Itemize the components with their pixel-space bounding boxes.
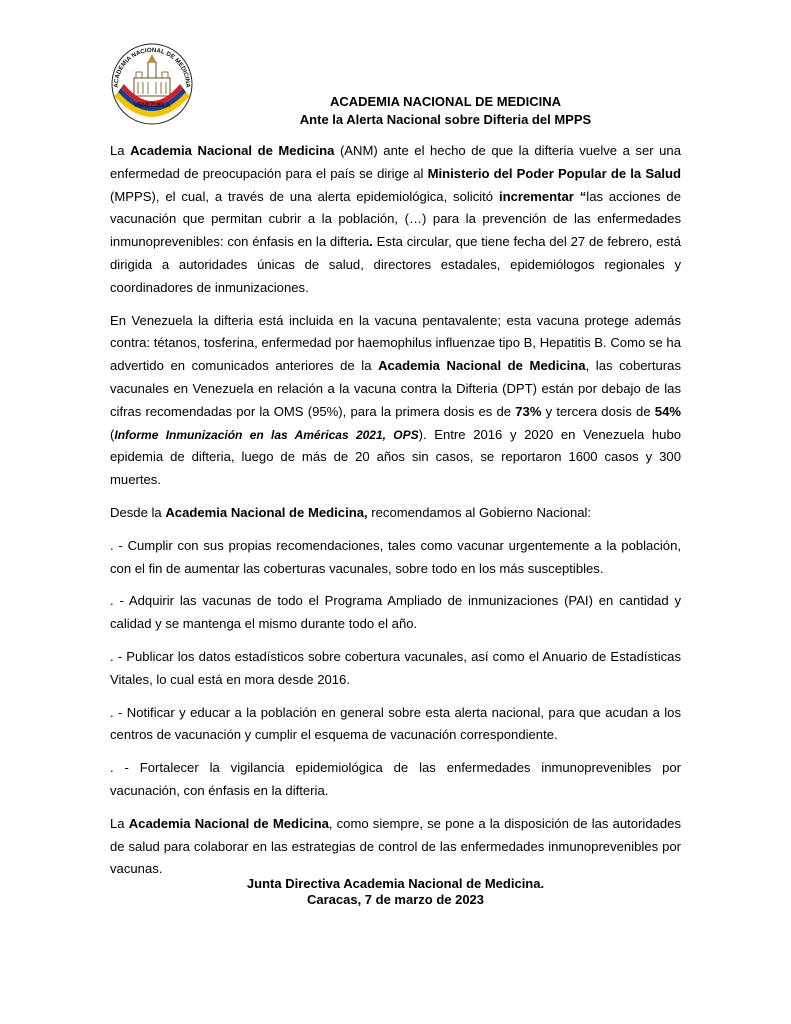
document-subtitle: Ante la Alerta Nacional sobre Difteria del MPPS [299,112,592,127]
text-run: ( [110,426,115,442]
bold-run: . [369,234,373,250]
recommendation-item: . - Fortalecer la vigilancia epidemiológica de las enfermedades inmunoprevenibles por vacunación, con énfasis en la difteria. [110,760,681,798]
paragraph-coverage [110,310,681,492]
signature-date: Caracas, 7 de marzo de 2023 [306,892,485,907]
logo-text-bottom: VENEZUELA [133,103,171,109]
citation: Informe Inmunización en las Américas 2021, OPS [114,427,419,442]
text-run: ). Entre 2016 y 2020 en Venezuela hubo epidemia de difteria, luego de más de 20 años sin casos, se reportaron 1600 casos y 300 muertes. [110,426,682,488]
text-run: Esta circular, que tiene fecha del 27 de febrero, está dirigida a autoridades únicas de salud, directores estadales, epidemiólogos regionales y coordinadores de inmunizaciones. [110,234,681,295]
bold-run: 73% [515,403,542,419]
signature-line: Junta Directiva Academia Nacional de Medicina. [246,876,545,891]
bold-run: Academia Nacional de Medicina [378,358,586,374]
text-run: Desde la [110,504,166,520]
recommendation-item: . - Notificar y educar a la población en general sobre esta alerta nacional, para que acudan a los centros de vacunación y cumplir el esquema de vacunación correspondiente. [110,704,681,743]
paragraph-intro [110,140,681,300]
logo-text-top: ACADEMIA NACIONAL DE MEDICINA [112,46,192,88]
paragraph-recommend [110,502,681,525]
text-run: La [110,815,129,831]
paragraph-closing [110,813,681,881]
text-run: , las coberturas vacunales en Venezuela en relación a la vacuna contra la Difteria (DPT) están por debajo de las cifras recomendadas por la OMS (95%), para la primera dosis es de [110,358,681,419]
recommendation-item: . - Publicar los datos estadísticos sobre cobertura vacunales, así como el Anuario de Estadísticas Vitales, lo cual está en mora desde 2016. [110,648,681,687]
text-run: recomendamos al Gobierno Nacional: [367,504,592,520]
document-title: ACADEMIA NACIONAL DE MEDICINA [329,94,562,109]
text-run: En Venezuela la difteria está incluida en la vacuna pentavalente; esta vacuna protege además contra: tétanos, tosferina, enfermedad por haemophilus influenzae tipo B, Hepatitis B. Como se ha advertido en comunicados anteriores de la [110,312,681,374]
bold-run: 54% [654,403,681,419]
bold-run: Academia Nacional de Medicina, [165,504,368,520]
text-run: las acciones de vacunación que permitan cubrir a la población, (…) para la prevención de las enfermedades inmunoprevenibles: con énfasis en la difteria [110,188,681,250]
text-run: (MPPS), el cual, a través de una alerta epidemiológica, solicitó [110,188,499,204]
text-run: La [110,143,131,158]
bold-run: Ministerio del Poder Popular de la Salud [427,165,681,181]
text-run: (ANM) ante el hecho de que la difteria vuelve a ser una enfermedad de preocupación para el país se dirige al [110,143,681,181]
bold-run: incrementar “ [498,188,587,204]
recommendation-item: . - Adquirir las vacunas de todo el Programa Ampliado de inmunizaciones (PAI) en cantidad y calidad y se mantenga el mismo durante todo el año. [110,593,681,632]
bold-run: Academia Nacional de Medicina [128,815,329,831]
document-body [110,140,681,891]
text-run: y tercera dosis de [541,403,655,419]
bold-run: Academia Nacional de Medicina [130,143,335,158]
text-run: , como siempre, se pone a la disposición de las autoridades de salud para colaborar en las estrategias de control de las enfermedades inmunoprevenibles por vacunas. [110,815,681,877]
recommendation-item: . - Cumplir con sus propias recomendaciones, tales como vacunar urgentemente a la población, con el fin de aumentar las coberturas vacunales, sobre todo en los más susceptibles. [110,537,681,576]
